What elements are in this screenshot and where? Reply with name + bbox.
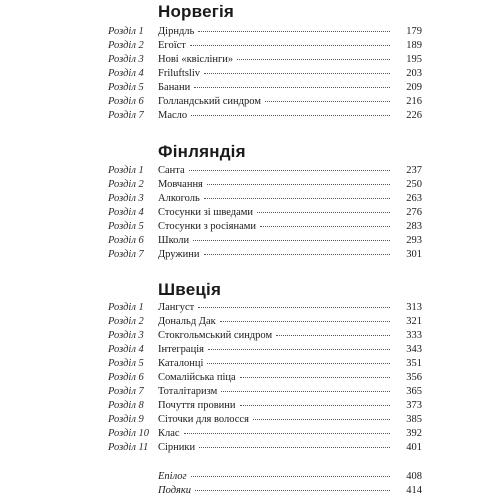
page-number: 414 — [406, 485, 422, 496]
chapter-label: Розділ 7 — [108, 110, 144, 121]
toc-row[interactable] — [0, 192, 500, 206]
dot-leader — [257, 211, 390, 213]
toc-row[interactable] — [0, 220, 500, 234]
dot-leader — [276, 334, 390, 336]
page-number: 313 — [406, 302, 422, 313]
page-number: 333 — [406, 330, 422, 341]
page-number: 263 — [406, 193, 422, 204]
page-number: 293 — [406, 235, 422, 246]
toc-row[interactable] — [0, 81, 500, 95]
dot-leader — [191, 114, 390, 116]
dot-leader — [260, 225, 390, 227]
chapter-label: Розділ 9 — [108, 414, 144, 425]
page-number: 276 — [406, 207, 422, 218]
chapter-label: Розділ 6 — [108, 96, 144, 107]
toc-row-acknowledgements[interactable] — [0, 484, 500, 498]
chapter-label: Розділ 7 — [108, 249, 144, 260]
toc-row[interactable] — [0, 39, 500, 53]
dot-leader — [204, 197, 390, 199]
page-number: 237 — [406, 165, 422, 176]
chapter-label: Розділ 2 — [108, 40, 144, 51]
chapter-title: Каталонці — [158, 358, 204, 369]
page-number: 392 — [406, 428, 422, 439]
chapter-title: Егоїст — [158, 40, 186, 51]
toc-row-epilogue[interactable] — [0, 470, 500, 484]
chapter-title: Сіточки для волосся — [158, 414, 249, 425]
chapter-title: Клас — [158, 428, 180, 439]
toc-row[interactable] — [0, 427, 500, 441]
page-number: 203 — [406, 68, 422, 79]
dot-leader — [265, 100, 390, 102]
toc-row[interactable] — [0, 25, 500, 39]
dot-leader — [220, 320, 390, 322]
toc-row[interactable] — [0, 371, 500, 385]
chapter-label: Розділ 7 — [108, 386, 144, 397]
chapter-label: Розділ 4 — [108, 344, 144, 355]
page-number: 408 — [406, 471, 422, 482]
dot-leader — [190, 44, 390, 46]
dot-leader — [207, 183, 390, 185]
toc-row[interactable] — [0, 413, 500, 427]
toc-row[interactable] — [0, 248, 500, 262]
page-number: 321 — [406, 316, 422, 327]
chapter-title: Почуття провини — [158, 400, 236, 411]
toc-row[interactable] — [0, 67, 500, 81]
chapter-label: Розділ 4 — [108, 207, 144, 218]
page-number: 301 — [406, 249, 422, 260]
page-number: 179 — [406, 26, 422, 37]
chapter-title: Friluftsliv — [158, 68, 201, 79]
chapter-title: Інтеграція — [158, 344, 204, 355]
chapter-label: Розділ 1 — [108, 165, 144, 176]
page-number: 216 — [406, 96, 422, 107]
chapter-title: Стосунки зі шведами — [158, 207, 254, 218]
toc-row[interactable] — [0, 109, 500, 123]
chapter-title: Мовчання — [158, 179, 203, 190]
dot-leader — [237, 58, 390, 60]
toc-row[interactable] — [0, 301, 500, 315]
chapter-label: Розділ 3 — [108, 193, 144, 204]
dot-leader — [240, 376, 390, 378]
chapter-title: Сірники — [158, 442, 196, 453]
dot-leader — [193, 239, 390, 241]
page-number: 250 — [406, 179, 422, 190]
dot-leader — [204, 72, 390, 74]
dot-leader — [189, 169, 390, 171]
page-number: 385 — [406, 414, 422, 425]
chapter-title: Голландський синдром — [158, 96, 261, 107]
dot-leader — [198, 306, 390, 308]
chapter-label: Розділ 2 — [108, 316, 144, 327]
toc-row[interactable] — [0, 53, 500, 67]
chapter-title: Стосунки з росіянами — [158, 221, 257, 232]
page-number: 356 — [406, 372, 422, 383]
toc-row[interactable] — [0, 385, 500, 399]
chapter-title: Нові «квіслінги» — [158, 54, 234, 65]
chapter-title: Масло — [158, 110, 188, 121]
page-number: 226 — [406, 110, 422, 121]
dot-leader — [253, 418, 390, 420]
dot-leader — [198, 30, 390, 32]
dot-leader — [199, 446, 390, 448]
epilogue-title: Епілог — [158, 471, 187, 482]
toc-row[interactable] — [0, 315, 500, 329]
chapter-title: Сомалійська піца — [158, 372, 236, 383]
page-number: 343 — [406, 344, 422, 355]
dot-leader — [191, 475, 390, 477]
dot-leader — [195, 489, 390, 491]
chapter-label: Розділ 2 — [108, 179, 144, 190]
page-number: 195 — [406, 54, 422, 65]
chapter-label: Розділ 10 — [108, 428, 150, 439]
dot-leader — [208, 348, 390, 350]
chapter-label: Розділ 4 — [108, 68, 144, 79]
page-number: 365 — [406, 386, 422, 397]
page-number: 189 — [406, 40, 422, 51]
chapter-title: Школи — [158, 235, 190, 246]
chapter-title: Санта — [158, 165, 185, 176]
dot-leader — [204, 253, 391, 255]
toc-row[interactable] — [0, 399, 500, 413]
page-number: 401 — [406, 442, 422, 453]
toc-row[interactable] — [0, 178, 500, 192]
section-title-norway: Норвегія — [158, 2, 235, 21]
chapter-label: Розділ 3 — [108, 330, 144, 341]
chapter-title: Алкоголь — [158, 193, 200, 204]
chapter-label: Розділ 5 — [108, 82, 144, 93]
page-number: 351 — [406, 358, 422, 369]
toc-row[interactable] — [0, 206, 500, 220]
toc-row[interactable] — [0, 441, 500, 455]
chapter-label: Розділ 8 — [108, 400, 144, 411]
toc-row[interactable] — [0, 343, 500, 357]
toc-row[interactable] — [0, 164, 500, 178]
chapter-title: Банани — [158, 82, 191, 93]
chapter-title: Дірндль — [158, 26, 195, 37]
chapter-title: Дружини — [158, 249, 200, 260]
chapter-label: Розділ 1 — [108, 302, 144, 313]
acknowledgements-title: Подяки — [158, 485, 192, 496]
toc-row[interactable] — [0, 95, 500, 109]
chapter-title: Лангуст — [158, 302, 195, 313]
chapter-label: Розділ 5 — [108, 358, 144, 369]
toc-row[interactable] — [0, 357, 500, 371]
toc-row[interactable] — [0, 329, 500, 343]
chapter-title: Стокгольмський синдром — [158, 330, 273, 341]
chapter-label: Розділ 5 — [108, 221, 144, 232]
chapter-title: Дональд Дак — [158, 316, 216, 327]
chapter-title: Тоталітаризм — [158, 386, 218, 397]
section-title-finland: Фінляндія — [158, 142, 246, 161]
dot-leader — [184, 432, 390, 434]
page-number: 283 — [406, 221, 422, 232]
chapter-label: Розділ 11 — [108, 442, 149, 453]
chapter-label: Розділ 3 — [108, 54, 144, 65]
dot-leader — [221, 390, 390, 392]
dot-leader — [194, 86, 390, 88]
toc-row[interactable] — [0, 234, 500, 248]
chapter-label: Розділ 1 — [108, 26, 144, 37]
page-number: 373 — [406, 400, 422, 411]
dot-leader — [207, 362, 390, 364]
page-number: 209 — [406, 82, 422, 93]
dot-leader — [240, 404, 390, 406]
section-title-sweden: Швеція — [158, 280, 222, 299]
chapter-label: Розділ 6 — [108, 235, 144, 246]
chapter-label: Розділ 6 — [108, 372, 144, 383]
